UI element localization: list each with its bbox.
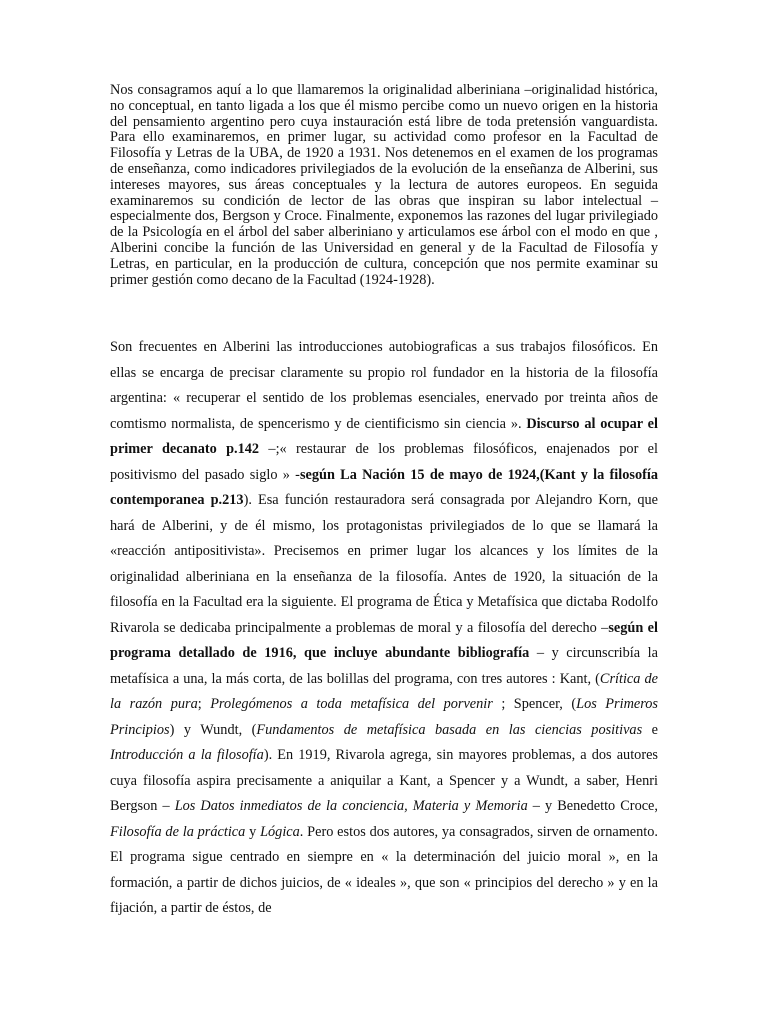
italic-title: Prolegómenos a toda metafísica del porvenir	[210, 696, 493, 712]
text-run: ). Esa función restauradora será consagrada por Alejandro Korn, que hará de Alberini, y de él mismo, los protagonistas privilegiados de lo que se llamará la «reacción antipositivista». Precisemos en primer lugar los alcances y los límites de la originalidad alberiniana en la enseñanza de la filosofía. Antes de 1920, la situación de la filosofía en la Facultad era la siguiente. El programa de Ética y Metafísica que dictaba Rodolfo Rivarola se dedicaba principalmente a problemas de moral y a filosofía del derecho –	[110, 492, 658, 636]
text-run: –;« restaurar de los problemas filosóficos, enajenados por el positivismo del pasado siglo » -	[110, 441, 658, 483]
italic-title: Los Primeros Principios	[110, 696, 658, 738]
italic-title: Filosofía de la práctica	[110, 823, 246, 840]
paragraph-body	[110, 335, 658, 922]
text-run: y	[245, 823, 261, 840]
italic-title: Los Datos inmediatos de la conciencia, Materia y Memoria	[174, 798, 528, 814]
text-run: ) y Wundt, (	[169, 721, 257, 738]
text-run: – y circunscribía la metafísica a una, la más corta, de las bolillas del programa, con tres autores : Kant, (	[110, 645, 658, 687]
bold-citation: según el programa detallado de 1916, que incluye abundante bibliografía	[110, 619, 658, 661]
text-run: – y Benedetto Croce,	[527, 798, 658, 814]
italic-title: Introducción a la filosofía	[110, 747, 264, 763]
italic-title: Fundamentos de metafísica basada en las ciencias positivas	[256, 721, 643, 738]
italic-title: Crítica de la razón pura	[110, 670, 658, 712]
text-run: ;	[197, 696, 211, 712]
bold-citation: según La Nación 15 de mayo de 1924,(Kant y la filosofía contemporanea p.213	[110, 466, 658, 508]
text-run: . Pero estos dos autores, ya consagrados, sirven de ornamento. El programa sigue centrado en siempre en « la determinación del juicio moral », en la formación, a partir de dichos juicios, de « ideales », que son « principios del derecho » y en la fijación, a partir de éstos, de	[110, 823, 659, 916]
text-run: Son frecuentes en Alberini las introducciones autobiograficas a sus trabajos filosóficos. En ellas se encarga de precisar claramente su propio rol fundador en la historia de la filosofía argentina: « recuperar el sentido de los problemas esenciales, enervado por treinta años de comtismo normalista, de spencerismo y de cientificismo sin ciencia ».	[110, 339, 658, 432]
bold-citation: Discurso al ocupar el primer decanato p.142	[110, 415, 658, 457]
italic-title: Lógica	[260, 823, 300, 840]
paragraph-intro: Nos consagramos aquí a lo que llamaremos la originalidad alberiniana –originalidad histórica, no conceptual, en tanto ligada a los que él mismo percibe como un nuevo origen en la historia del pensamiento argentino pero cuya instauración está libre de toda pretensión vanguardista. Para ello examinaremos, en primer lugar, su actividad como profesor en la Facultad de Filosofía y Letras de la UBA, de 1920 a 1931. Nos detenemos en el examen de los programas de enseñanza, como indicadores privilegiados de la evolución de la enseñanza de Alberini, sus intereses mayores, sus áreas conceptuales y la lectura de autores europeos. En seguida examinaremos su condición de lector de las obras que inspiran su labor intelectual –especialmente dos, Bergson y Croce. Finalmente, exponemos las razones del lugar privilegiado de la Psicología en el árbol del saber alberiniano y articulamos ese árbol con el modo en que , Alberini concibe la función de las Universidad en general y de la Facultad de Filosofía y Letras, en particular, en la producción de cultura, concepción que nos permite examinar su primer gestión como decano de la Facultad (1924-1928).	[110, 82, 658, 288]
text-run: e	[642, 721, 658, 738]
text-run: ; Spencer, (	[492, 696, 577, 712]
text-run: ). En 1919, Rivarola agrega, sin mayores problemas, a dos autores cuya filosofía aspira precisamente a aniquilar a Kant, a Spencer y a Wundt, a saber, Henri Bergson –	[110, 747, 658, 814]
